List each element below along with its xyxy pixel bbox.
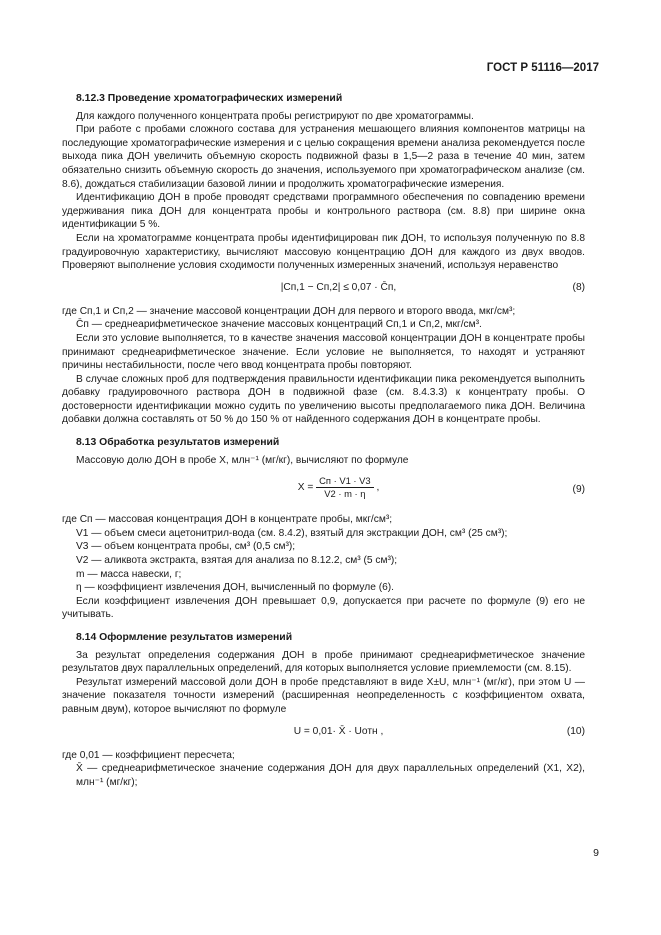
paragraph: Для каждого полученного концентрата пробы регистрируют по две хроматограммы.: [76, 110, 474, 122]
where-clause: X̄ — среднеарифметическое значение содержания ДОН для двух параллельных определений (X1, X2), млн⁻¹ (мг/кг);: [76, 763, 585, 788]
formula-9-fraction: [316, 475, 373, 500]
where-clause: m — масса навески, г;: [76, 568, 182, 580]
formula-10-number: (10): [566, 725, 585, 737]
formula-9-lhs: X =: [297, 481, 314, 493]
document-id-header: ГОСТ Р 51116—2017: [486, 62, 599, 74]
where-clause: V3 — объем концентрата пробы, см³ (0,5 см³);: [76, 541, 296, 553]
paragraph: Идентификацию ДОН в пробе проводят средствами программного обеспечения по совпадению времени удерживания пика ДОН для концентрата пробы и контрольного раствора (см. 8.8) при ширине окна идентификации 5 %.: [62, 192, 585, 231]
paragraph: Массовую долю ДОН в пробе X, млн⁻¹ (мг/кг), вычисляют по формуле: [76, 454, 409, 466]
where-clause: где 0,01 — коэффициент пересчета;: [62, 749, 235, 761]
paragraph: Если коэффициент извлечения ДОН превышает 0,9, допускается при расчете по формуле (9) его не учитывать.: [62, 595, 585, 621]
formula-9: [62, 475, 585, 505]
where-clause: V1 — объем смеси ацетонитрил-вода (см. 8.4.2), взятый для экстракции ДОН, см³ (25 см³);: [76, 527, 508, 539]
paragraph: Если на хроматограмме концентрата пробы идентифицирован пик ДОН, то используя полученную по 8.8 градуировочную характеристику, вычисляют массовую концентрацию ДОН для каждого из двух вводов. Проверяют выполнение условия сходимости полученных измеренных значений, используя неравенство: [62, 232, 585, 272]
formula-9-denominator: V2 · m · η: [324, 488, 366, 500]
formula-10-expression: U = 0,01· X̄ · Uотн ,: [293, 725, 384, 737]
section-heading-8-14: 8.14 Оформление результатов измерений: [76, 632, 293, 643]
section-heading-8-13: 8.13 Обработка результатов измерений: [76, 437, 280, 449]
paragraph: Результат измерений массовой доли ДОН в пробе представляют в виде X±U, млн⁻¹ (мг/кг), при этом U — значение показателя точности измерений (расширенная неопределенность с коэффициентом охвата, равным двум), которое вычисляют по формуле: [62, 676, 585, 715]
formula-9-tail: ,: [376, 481, 380, 493]
formula-9-numerator: Cп · V1 · V3: [316, 475, 373, 488]
section-heading-8-12-3: 8.12.3 Проведение хроматографических измерений: [76, 93, 343, 104]
where-clause: где Cп — массовая концентрация ДОН в концентрате пробы, мкг/см³;: [62, 514, 393, 526]
paragraph: За результат определения содержания ДОН в пробе принимают среднеарифметическое значение результатов двух параллельных определений, для которых выполняется условие приемлемости (см. 8.15).: [62, 649, 585, 675]
where-clause: η — коэффициент извлечения ДОН, вычисленный по формуле (6).: [76, 582, 394, 594]
formula-8-number: (8): [572, 281, 585, 293]
formula-8-expression: |Cп,1 − Cп,2| ≤ 0,07 · C̄п,: [280, 281, 397, 293]
where-clause: C̄п — среднеарифметическое значение массовых концентраций Cп,1 и Cп,2, мкг/см³.: [76, 319, 482, 331]
paragraph: При работе с пробами сложного состава для устранения мешающего влияния компонентов матрицы на последующие хроматографические измерения и с целью сокращения времени анализа рекомендуется после выхода пика ДОН увеличить объемную скорость подвижной фазы в 1,5—2 раза в течение 40 мин, затем обязательно снизить объемную скорость до значения, используемого при хроматографическом анализе (см. 8.6), дождаться стабилизации базовой линии и продолжить хроматографические измерения.: [62, 124, 585, 190]
where-clause: где Cп,1 и Cп,2 — значение массовой концентрации ДОН для первого и второго ввода, мкг/см³;: [62, 305, 516, 317]
formula-9-number: (9): [572, 484, 585, 496]
formula-10: [62, 725, 585, 741]
page-number: 9: [593, 847, 599, 859]
paragraph: Если это условие выполняется, то в качестве значения массовой концентрации ДОН в концентрате пробы принимают среднеарифметическое значение. Если условие не выполняется, то находят и устраняют причины нестабильности, после чего ввод концентрата пробы повторяют.: [62, 332, 585, 372]
page-body: [62, 92, 585, 789]
paragraph: В случае сложных проб для подтверждения правильности идентификации пика рекомендуется выполнить добавку градуировочного раствора ДОН в подвижной фазе (см. 8.4.3.3) к концентрату пробы. О достоверности идентификации можно судить по увеличению высоты предполагаемого пика ДОН. Величина добавки должна составлять от 50 % до 150 % от найденного содержания ДОН в концентрате пробы.: [62, 373, 585, 426]
where-clause: V2 — аликвота экстракта, взятая для анализа по 8.12.2, см³ (5 см³);: [76, 555, 398, 567]
formula-8: [62, 281, 585, 297]
